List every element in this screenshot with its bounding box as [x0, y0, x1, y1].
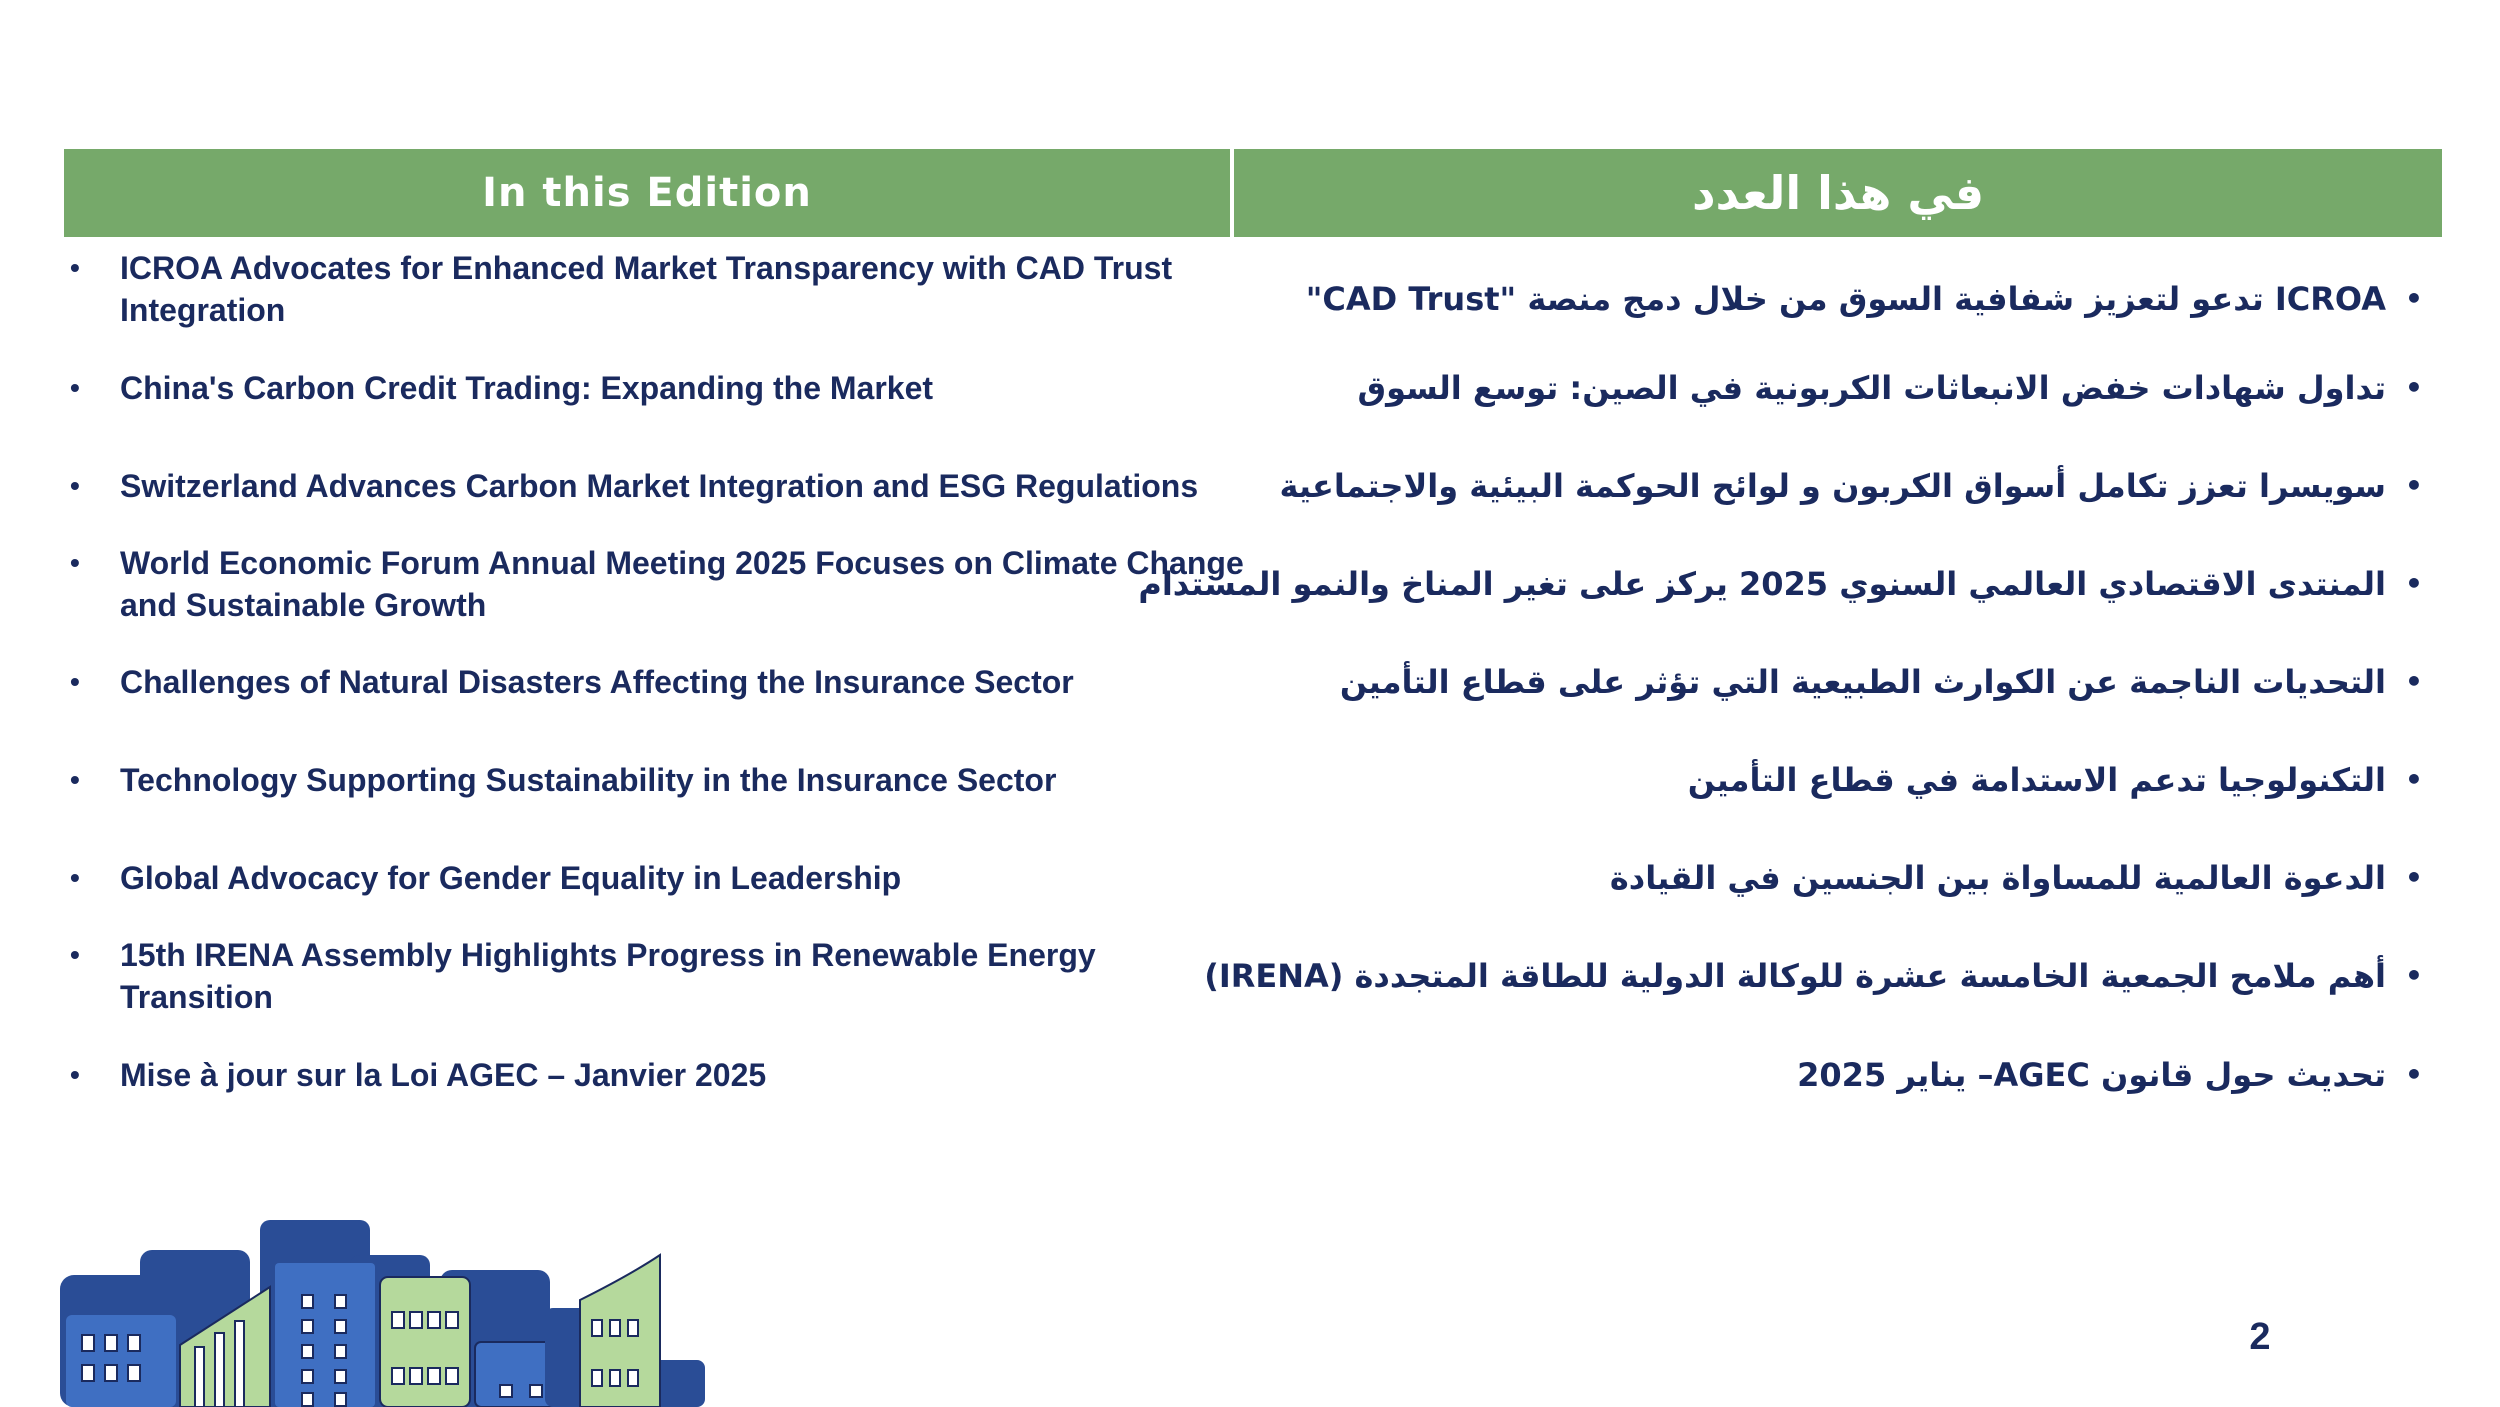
arabic-header: في هذا العدد	[1234, 149, 2442, 237]
bullet: •	[2405, 282, 2423, 315]
arabic-item	[1242, 465, 2442, 507]
arabic-item-text: التكنولوجيا تدعم الاستدامة في قطاع التأمين	[1687, 761, 2386, 799]
english-item	[64, 465, 1244, 507]
english-item	[64, 759, 1244, 801]
arabic-item-text: أهم ملامح الجمعية الخامسة عشرة للوكالة الدولية للطاقة المتجددة (IRENA)	[1204, 957, 2386, 995]
arabic-item	[1242, 367, 2442, 409]
english-item-text: China's Carbon Credit Trading: Expanding the Market	[120, 370, 934, 406]
english-item	[64, 661, 1244, 703]
table-header	[64, 149, 2442, 237]
english-item-text: World Economic Forum Annual Meeting 2025 Focuses on Climate Change and Sustainable Growth	[120, 545, 1244, 623]
arabic-item	[1242, 857, 2442, 899]
city-buildings-illustration	[30, 1215, 720, 1407]
english-header: In this Edition	[64, 149, 1230, 237]
english-item-text: Mise à jour sur la Loi AGEC – Janvier 2025	[120, 1057, 767, 1093]
english-item-text: ICROA Advocates for Enhanced Market Transparency with CAD Trust Integration	[120, 250, 1173, 328]
english-item	[64, 542, 1244, 626]
page-number: 2	[2249, 1316, 2271, 1358]
english-item	[64, 1054, 1244, 1096]
english-item	[64, 857, 1244, 899]
bullet: •	[2405, 763, 2423, 796]
bullet: •	[70, 372, 80, 403]
english-item-text: Switzerland Advances Carbon Market Integration and ESG Regulations	[120, 468, 1199, 504]
english-item-text: Technology Supporting Sustainability in the Insurance Sector	[120, 762, 1057, 798]
arabic-item-text: تحديث حول قانون AGEC– يناير 2025	[1797, 1056, 2386, 1094]
arabic-item	[1242, 661, 2442, 703]
arabic-item	[1242, 1054, 2442, 1096]
contents-table	[64, 149, 2442, 1094]
bullet: •	[70, 470, 80, 501]
arabic-item-text: تداول شهادات خفض الانبعاثات الكربونية في الصين: توسع السوق	[1357, 369, 2386, 407]
english-item	[64, 367, 1244, 409]
bullet: •	[70, 666, 80, 697]
arabic-item-text: المنتدى الاقتصادي العالمي السنوي 2025 يركز على تغير المناخ والنمو المستدام	[1138, 565, 2386, 603]
english-item-text: Global Advocacy for Gender Equality in Leadership	[120, 860, 902, 896]
bullet: •	[70, 1059, 80, 1090]
bullet: •	[2405, 1058, 2423, 1091]
bullet: •	[2405, 665, 2423, 698]
english-item	[64, 934, 1244, 1018]
arabic-item	[1204, 934, 2442, 1018]
arabic-item-text: سويسرا تعزز تكامل أسواق الكربون و لوائح الحوكمة البيئية والاجتماعية	[1279, 467, 2386, 505]
english-item	[64, 247, 1244, 331]
arabic-item	[1138, 542, 2442, 626]
bullet: •	[70, 939, 80, 970]
arabic-item-text: ICROA تدعو لتعزيز شفافية السوق من خلال دمج منصة "CAD Trust"	[1305, 280, 2386, 318]
bullet: •	[70, 252, 80, 283]
bullet: •	[2405, 567, 2423, 600]
bullet: •	[2405, 861, 2423, 894]
bullet: •	[2405, 371, 2423, 404]
arabic-item-text: الدعوة العالمية للمساواة بين الجنسين في القيادة	[1609, 859, 2386, 897]
arabic-item-text: التحديات الناجمة عن الكوارث الطبيعية التي تؤثر على قطاع التأمين	[1339, 663, 2386, 701]
arabic-item	[1242, 257, 2442, 341]
english-item-text: 15th IRENA Assembly Highlights Progress in Renewable Energy Transition	[120, 937, 1096, 1015]
english-item-text: Challenges of Natural Disasters Affecting the Insurance Sector	[120, 664, 1074, 700]
bullet: •	[2405, 469, 2423, 502]
bullet: •	[70, 547, 80, 578]
arabic-item	[1242, 759, 2442, 801]
bullet: •	[2405, 959, 2423, 992]
bullet: •	[70, 862, 80, 893]
bullet: •	[70, 764, 80, 795]
